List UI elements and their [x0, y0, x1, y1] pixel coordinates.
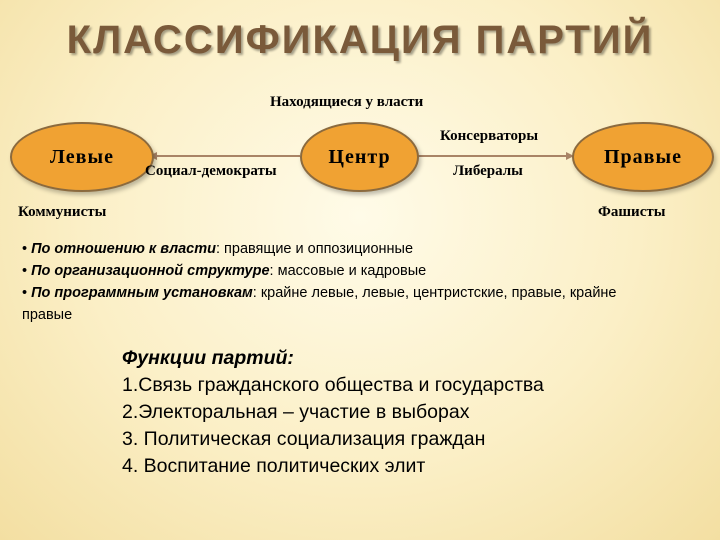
bullet-item: • По отношению к власти: правящие и оппозиционные: [22, 241, 414, 257]
bullet-text: : массовые и кадровые: [269, 263, 427, 279]
bullet-text: : крайне левые, левые, центристские, правые, крайне правые: [22, 285, 617, 323]
right-oval: [572, 122, 714, 192]
left-label: Левые: [50, 145, 114, 168]
bullet-item: • По организационной структуре: массовые и кадровые: [22, 263, 427, 279]
functions-heading: Функции партий:: [122, 347, 294, 369]
classification-bullets: [22, 238, 662, 326]
left-oval: [10, 122, 154, 192]
center-oval: [300, 122, 419, 192]
in-power-label: Находящиеся у власти: [270, 94, 424, 110]
function-item: 2.Электоральная – участие в выборах: [122, 401, 470, 423]
bullet-item: • По программным установкам: крайне левые, левые, центристские, правые, крайне правые: [22, 285, 617, 323]
conservatives-label: Консерваторы: [440, 128, 539, 144]
center-label: Центр: [328, 145, 391, 168]
fascists-label: Фашисты: [598, 204, 666, 220]
function-item: 3. Политическая социализация граждан: [122, 428, 486, 450]
social-democrats-label: Социал-демократы: [145, 163, 277, 179]
bullet-head: По отношению к власти: [31, 241, 216, 257]
bullet-head: По программным установкам: [31, 285, 253, 301]
function-item: 1.Связь гражданского общества и государства: [122, 374, 544, 396]
function-item: 4. Воспитание политических элит: [122, 455, 426, 477]
party-functions: [122, 345, 682, 480]
bullet-text: : правящие и оппозиционные: [215, 241, 414, 257]
slide-title: КЛАССИФИКАЦИЯ ПАРТИЙ: [66, 18, 654, 62]
communists-label: Коммунисты: [18, 204, 107, 220]
liberals-label: Либералы: [453, 163, 523, 179]
bullet-head: По организационной структуре: [31, 263, 270, 279]
right-label: Правые: [604, 145, 682, 168]
